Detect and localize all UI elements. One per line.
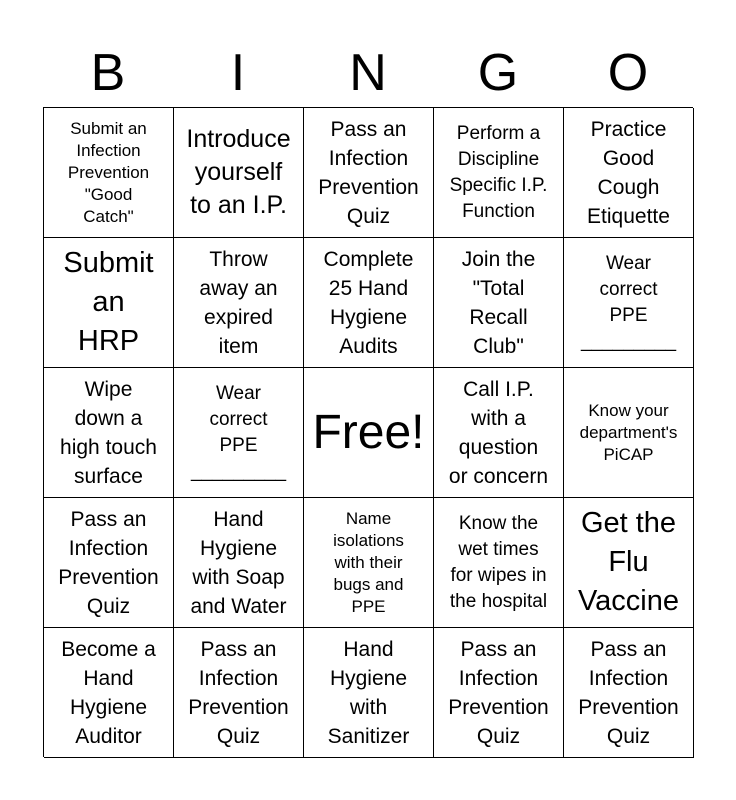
bingo-cell[interactable]: Practice Good Cough Etiquette — [564, 108, 694, 238]
header-letter-g: G — [477, 44, 519, 102]
free-space-cell[interactable]: Free! — [304, 368, 434, 498]
bingo-cell[interactable]: Hand Hygiene with Sanitizer — [304, 628, 434, 758]
bingo-cell[interactable]: Get the Flu Vaccine — [564, 498, 694, 628]
bingo-cell[interactable]: Pass an Infection Prevention Quiz — [44, 498, 174, 628]
header-letter-n: N — [349, 44, 387, 102]
bingo-cell[interactable]: Wear correct PPE _________ — [174, 368, 304, 498]
bingo-cell[interactable]: Name isolations with their bugs and PPE — [304, 498, 434, 628]
bingo-cell[interactable]: Submit an Infection Prevention "Good Catch" — [44, 108, 174, 238]
header-letter-o: O — [607, 44, 649, 102]
bingo-cell[interactable]: Pass an Infection Prevention Quiz — [564, 628, 694, 758]
bingo-cell[interactable]: Introduce yourself to an I.P. — [174, 108, 304, 238]
bingo-cell[interactable]: Hand Hygiene with Soap and Water — [174, 498, 304, 628]
bingo-cell[interactable]: Join the "Total Recall Club" — [434, 238, 564, 368]
header-letter-b: B — [90, 44, 126, 102]
bingo-cell[interactable]: Perform a Discipline Specific I.P. Function — [434, 108, 564, 238]
bingo-cell[interactable]: Complete 25 Hand Hygiene Audits — [304, 238, 434, 368]
bingo-cell[interactable]: Call I.P. with a question or concern — [434, 368, 564, 498]
bingo-cell[interactable]: Submit an HRP — [44, 238, 174, 368]
bingo-cell[interactable]: Wear correct PPE _________ — [564, 238, 694, 368]
bingo-cell[interactable]: Wipe down a high touch surface — [44, 368, 174, 498]
bingo-cell[interactable]: Know your department's PiCAP — [564, 368, 694, 498]
bingo-cell[interactable]: Pass an Infection Prevention Quiz — [434, 628, 564, 758]
bingo-board — [43, 107, 693, 757]
bingo-header — [43, 38, 693, 108]
header-letter-i: I — [230, 44, 246, 102]
bingo-cell[interactable]: Throw away an expired item — [174, 238, 304, 368]
bingo-cell[interactable]: Pass an Infection Prevention Quiz — [174, 628, 304, 758]
bingo-cell[interactable]: Become a Hand Hygiene Auditor — [44, 628, 174, 758]
bingo-cell[interactable]: Know the wet times for wipes in the hospital — [434, 498, 564, 628]
bingo-cell[interactable]: Pass an Infection Prevention Quiz — [304, 108, 434, 238]
